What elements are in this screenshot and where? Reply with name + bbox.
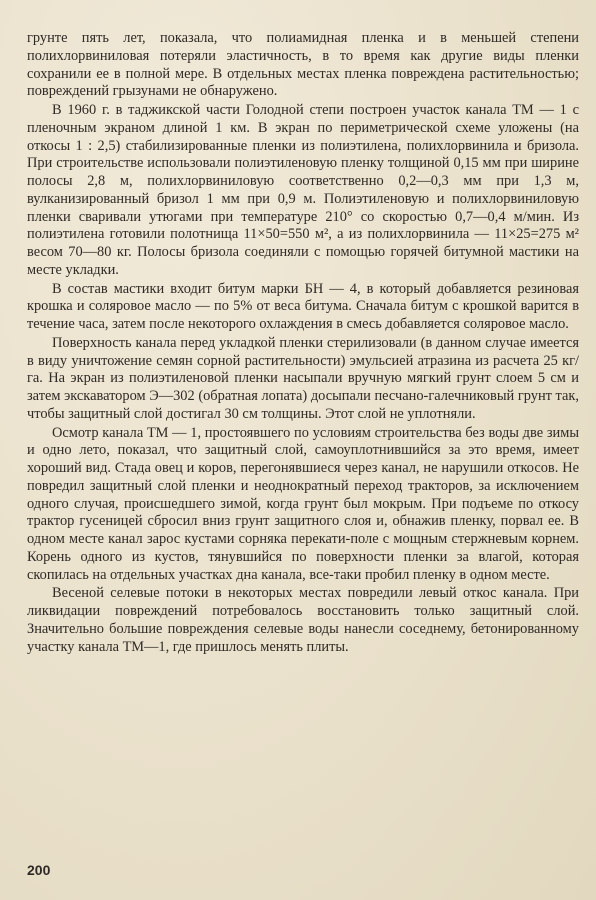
paragraph-mastic-composition: В состав мастики входит битум марки БН — 4, в который добавляется резиновая крошка и соляровое масло — по 5% от веса битума. Сначала битум с крошкой варится в течение часа, затем после некоторого охлаждения в смесь добавляется соляровое масло. [27, 280, 579, 332]
page-number: 200 [27, 862, 51, 878]
paragraph-continuation: грунте пять лет, показала, что полиамидная пленка и в меньшей степени полихлорвиниловая потеряли эластичность, в то время как другие виды пленки сохранили ее в полной мере. В отдельных местах пленка повреждена растительностью; повреждений грызунами не обнаружено. [27, 30, 579, 100]
paragraph-canal-inspection: Осмотр канала ТМ — 1, простоявшего по условиям строительства без воды две зимы и одно лето, показал, что защитный слой, самоуплотнившийся за это время, имеет хороший вид. Стада овец и коров, перегонявшиеся через канал, не нарушили откосов. Не повредил защитный слой пленки и неоднократный переход тракторов, за исключением одного случая, происшедшего зимой, когда грунт был мокрым. При подъеме по откосу трактор гусеницей сбросил вниз грунт защитного слоя и, обнажив пленку, порвал ее. В одном месте канал зарос кустами сорняка перекати-поле с мощным стержневым корнем. Корень одного из кустов, тянувшийся по поверхности пленки за влагой, которая скопилась на отдельных участках дна канала, все-таки пробил пленку в одном месте. [27, 424, 579, 583]
book-page [27, 30, 579, 890]
paragraph-surface-sterilization: Поверхность канала перед укладкой пленки стерилизовали (в данном случае имеется в виду уничтожение семян сорной растительности) эмульсией атразина из расчета 25 кг/га. На экран из полиэтиленовой пленки насыпали вручную мягкий грунт слоем 5 см и затем экскаватором Э—302 (обратная лопата) досыпали песчано-галечниковый грунт так, чтобы защитный слой достигал 30 см толщины. Этот слой не уплотняли. [27, 334, 579, 422]
paragraph-canal-construction: В 1960 г. в таджикской части Голодной степи построен участок канала ТМ — 1 с пленочным экраном длиной 1 км. В экран по периметрической схеме уложены (на откосы 1 : 2,5) стабилизированные пленки из полиэтилена, полихлорвинила и бризола. При строительстве использовали полиэтиленовую пленку толщиной 0,15 мм при ширине полосы 2,8 м, полихлорвиниловую соответственно 0,2—0,3 мм при 1,3 м, вулканизированный бризол 1 мм при 0,9 м. Полиэтиленовую и полихлорвиниловую пленки сваривали утюгами при температуре 210° со скоростью 0,7—0,4 м/мин. Из полиэтилена готовили полотнища 11×50=550 м², а из полихлорвинила — 11×25=275 м² весом 70—80 кг. Полосы бризола соединяли с помощью горячей битумной мастики на месте укладки. [27, 102, 579, 278]
body-text [27, 30, 579, 656]
paragraph-mudflow-damage: Весеной селевые потоки в некоторых местах повредили левый откос канала. При ликвидации повреждений потребовалось восстановить только защитный слой. Значительно большие повреждения селевые воды нанесли соседнему, бетонированному участку канала ТМ—1, где пришлось менять плиты. [27, 585, 579, 655]
